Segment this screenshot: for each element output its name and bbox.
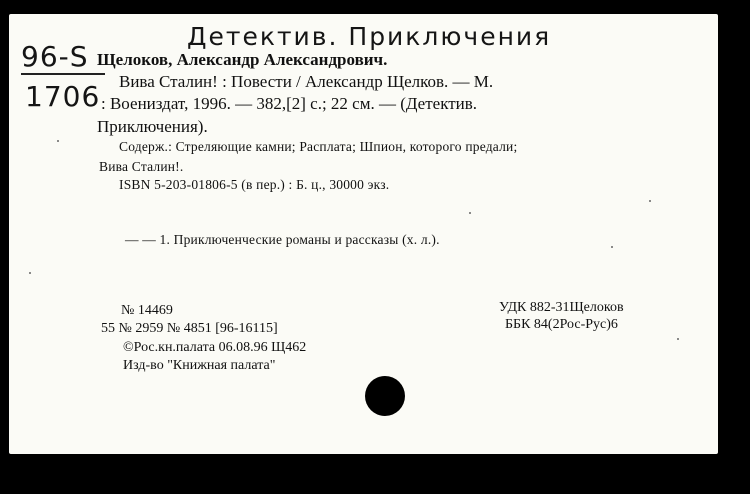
scan-speck: [57, 140, 59, 142]
catalog-card: [9, 14, 718, 454]
udc-code: УДК 882-31Щелоков: [499, 300, 624, 315]
subject-heading: — — 1. Приключенческие романы и рассказы (х. л.).: [125, 232, 440, 247]
scan-speck: [611, 246, 613, 248]
handwritten-header: Детектив. Приключения: [187, 22, 552, 51]
scan-speck: [649, 200, 651, 202]
description-line-2: : Воениздат, 1996. — 382,[2] с.; 22 см. — (Детектив.: [101, 94, 478, 113]
stamp-line-1: № 14469: [121, 303, 173, 318]
scan-speck: [677, 338, 679, 340]
author-heading: Щелоков, Александр Александрович.: [97, 50, 388, 69]
description-line-3: Приключения).: [97, 117, 208, 136]
punch-hole: [365, 376, 405, 416]
stamp-line-2: 55 № 2959 № 4851 [96-16115]: [101, 321, 278, 336]
shelf-code-underline: [21, 73, 105, 75]
scan-speck: [29, 272, 31, 274]
stamp-line-3: ©Рос.кн.палата 06.08.96 Щ462: [123, 340, 307, 355]
description-line-1: Вива Сталин! : Повести / Александр Щелков. — М.: [119, 72, 494, 91]
handwritten-shelf-code-bottom: 1706: [25, 80, 101, 113]
contents-line-1: Содерж.: Стреляющие камни; Расплата; Шпион, которого предали;: [119, 139, 518, 154]
handwritten-shelf-code-top: 96-S: [21, 40, 89, 73]
bbk-code: ББК 84(2Рос-Рус)6: [505, 317, 618, 332]
scan-speck: [469, 212, 471, 214]
stamp-line-4: Изд-во "Книжная палата": [123, 358, 276, 373]
isbn-line: ISBN 5-203-01806-5 (в пер.) : Б. ц., 30000 экз.: [119, 177, 390, 192]
contents-line-2: Вива Сталин!.: [99, 159, 184, 174]
